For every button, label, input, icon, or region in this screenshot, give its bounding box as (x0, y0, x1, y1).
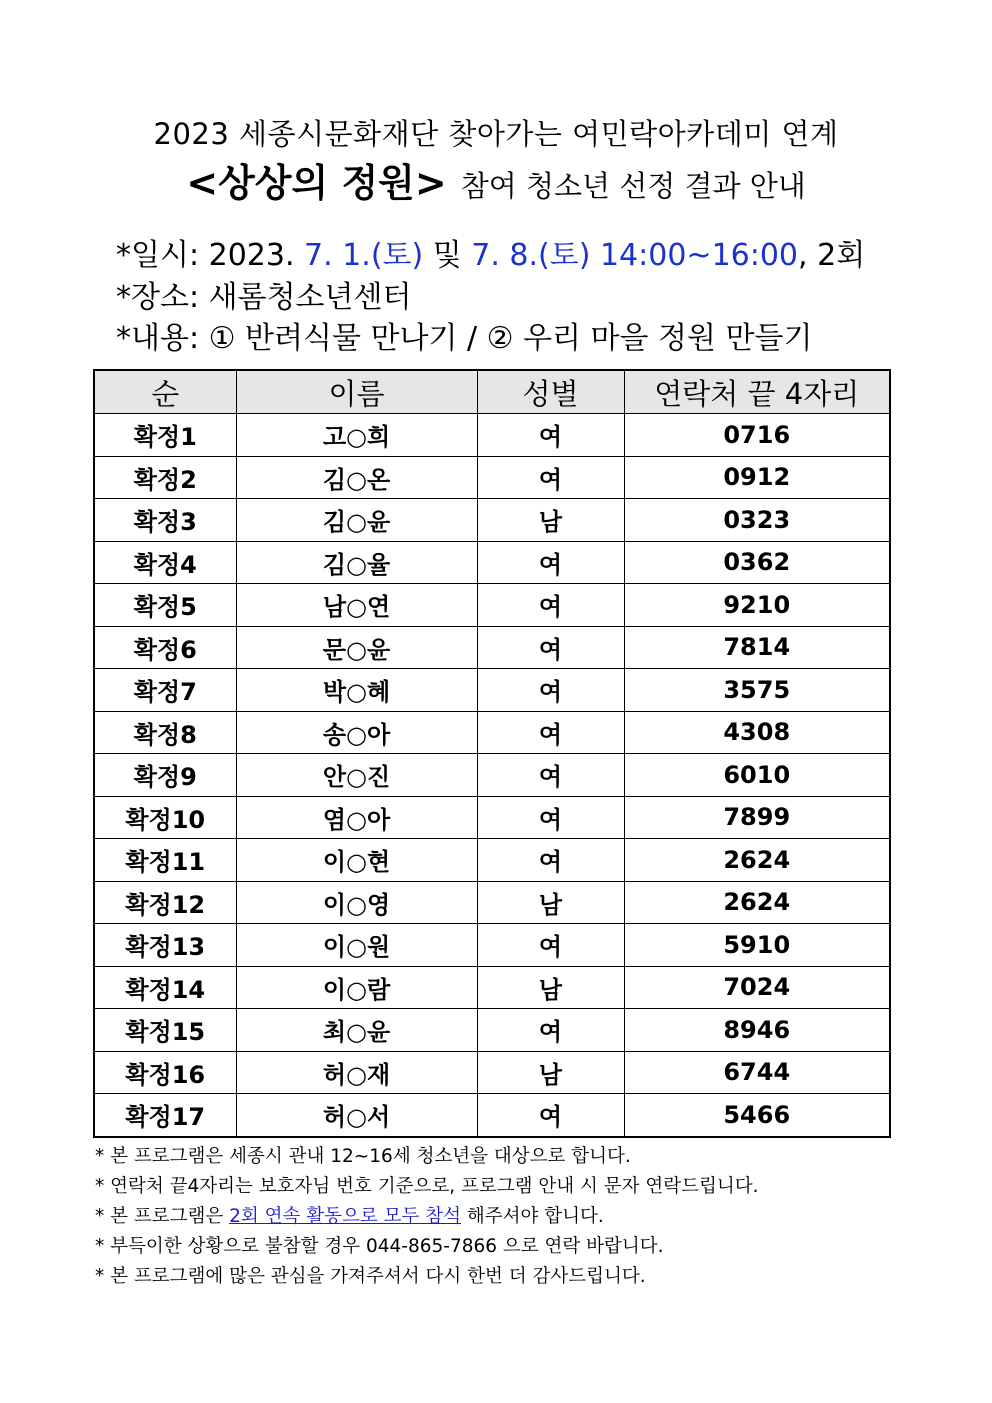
header-order: 순 (94, 370, 236, 414)
cell-gender: 여 (477, 754, 624, 797)
cell-order: 확정12 (94, 881, 236, 924)
note-3-prefix: * 본 프로그램은 (95, 1206, 230, 1227)
cell-contact: 0716 (624, 414, 890, 457)
cell-name: 안○진 (236, 754, 477, 797)
program-title: <상상의 정원> (186, 161, 447, 205)
date-label: *일시: (116, 238, 209, 273)
cell-name: 문○윤 (236, 626, 477, 669)
info-place: *장소: 새롬청소년센터 (116, 280, 412, 315)
title-line-1: 2023 세종시문화재단 찾아가는 여민락아카데미 연계 (153, 117, 839, 151)
cell-name: 이○영 (236, 881, 477, 924)
table-row (94, 839, 890, 882)
table-row (94, 456, 890, 499)
note-1: * 본 프로그램은 세종시 관내 12~16세 청소년을 대상으로 합니다. (95, 1146, 631, 1167)
table-row (94, 669, 890, 712)
cell-order: 확정17 (94, 1094, 236, 1137)
table-row (94, 924, 890, 967)
cell-name: 남○연 (236, 584, 477, 627)
table-row (94, 541, 890, 584)
cell-name: 고○희 (236, 414, 477, 457)
cell-name: 이○현 (236, 839, 477, 882)
cell-contact: 7899 (624, 796, 890, 839)
note-5: * 본 프로그램에 많은 관심을 가져주셔서 다시 한번 더 감사드립니다. (95, 1266, 646, 1287)
info-content: *내용: ① 반려식물 만나기 / ② 우리 마을 정원 만들기 (116, 321, 813, 356)
cell-order: 확정10 (94, 796, 236, 839)
note-2: * 연락처 끝4자리는 보호자님 번호 기준으로, 프로그램 안내 시 문자 연락드립니다. (95, 1176, 759, 1197)
cell-gender: 여 (477, 669, 624, 712)
table-row (94, 881, 890, 924)
table-row (94, 414, 890, 457)
cell-order: 확정13 (94, 924, 236, 967)
table-row (94, 1051, 890, 1094)
cell-gender: 여 (477, 584, 624, 627)
cell-contact: 2624 (624, 881, 890, 924)
table-row (94, 966, 890, 1009)
cell-name: 김○윤 (236, 499, 477, 542)
cell-gender: 여 (477, 796, 624, 839)
cell-gender: 남 (477, 499, 624, 542)
cell-order: 확정14 (94, 966, 236, 1009)
cell-contact: 0912 (624, 456, 890, 499)
cell-order: 확정3 (94, 499, 236, 542)
table-row (94, 1094, 890, 1137)
table-row (94, 754, 890, 797)
header-gender: 성별 (477, 370, 624, 414)
cell-name: 김○온 (236, 456, 477, 499)
cell-order: 확정5 (94, 584, 236, 627)
cell-contact: 3575 (624, 669, 890, 712)
cell-contact: 0323 (624, 499, 890, 542)
cell-order: 확정7 (94, 669, 236, 712)
cell-contact: 7814 (624, 626, 890, 669)
cell-gender: 여 (477, 711, 624, 754)
cell-gender: 여 (477, 924, 624, 967)
cell-gender: 남 (477, 1051, 624, 1094)
title-line-2 (0, 152, 992, 207)
header-contact: 연락처 끝 4자리 (624, 370, 890, 414)
cell-name: 허○서 (236, 1094, 477, 1137)
cell-name: 허○재 (236, 1051, 477, 1094)
info-date (116, 230, 865, 274)
table-row (94, 499, 890, 542)
table-row (94, 584, 890, 627)
cell-gender: 남 (477, 966, 624, 1009)
title-subtitle: 참여 청소년 선정 결과 안내 (460, 169, 806, 203)
cell-contact: 0362 (624, 541, 890, 584)
cell-name: 김○율 (236, 541, 477, 584)
cell-order: 확정4 (94, 541, 236, 584)
date-count: , 2회 (798, 238, 866, 273)
table-row (94, 711, 890, 754)
cell-gender: 여 (477, 1009, 624, 1052)
note-3-suffix: 해주셔야 합니다. (461, 1206, 604, 1227)
header-name: 이름 (236, 370, 477, 414)
cell-name: 송○아 (236, 711, 477, 754)
date-second: 7. 8.(토) 14:00~16:00 (471, 238, 799, 273)
cell-gender: 남 (477, 881, 624, 924)
cell-contact: 5910 (624, 924, 890, 967)
cell-gender: 여 (477, 541, 624, 584)
cell-order: 확정6 (94, 626, 236, 669)
note-3-link[interactable]: 2회 연속 활동으로 모두 참석 (229, 1206, 461, 1227)
cell-order: 확정1 (94, 414, 236, 457)
date-and: 및 (423, 238, 472, 273)
cell-order: 확정11 (94, 839, 236, 882)
cell-contact: 8946 (624, 1009, 890, 1052)
cell-contact: 5466 (624, 1094, 890, 1137)
cell-gender: 여 (477, 626, 624, 669)
cell-order: 확정16 (94, 1051, 236, 1094)
cell-gender: 여 (477, 1094, 624, 1137)
cell-contact: 9210 (624, 584, 890, 627)
cell-contact: 6010 (624, 754, 890, 797)
cell-contact: 2624 (624, 839, 890, 882)
cell-order: 확정15 (94, 1009, 236, 1052)
date-year: 2023. (208, 238, 305, 273)
cell-contact: 6744 (624, 1051, 890, 1094)
cell-order: 확정2 (94, 456, 236, 499)
cell-gender: 여 (477, 414, 624, 457)
selection-table (93, 369, 891, 1138)
cell-contact: 7024 (624, 966, 890, 1009)
note-4: * 부득이한 상황으로 불참할 경우 044-865-7866 으로 연락 바랍니다. (95, 1236, 664, 1257)
table-row (94, 626, 890, 669)
cell-contact: 4308 (624, 711, 890, 754)
table-header-row (94, 370, 890, 414)
cell-name: 염○아 (236, 796, 477, 839)
cell-order: 확정8 (94, 711, 236, 754)
cell-name: 이○원 (236, 924, 477, 967)
cell-gender: 여 (477, 456, 624, 499)
cell-name: 이○람 (236, 966, 477, 1009)
cell-name: 박○혜 (236, 669, 477, 712)
table-row (94, 1009, 890, 1052)
table-row (94, 796, 890, 839)
cell-gender: 여 (477, 839, 624, 882)
notes (95, 1142, 758, 1292)
date-first: 7. 1.(토) (304, 238, 424, 273)
note-3 (95, 1202, 758, 1232)
cell-name: 최○윤 (236, 1009, 477, 1052)
cell-order: 확정9 (94, 754, 236, 797)
